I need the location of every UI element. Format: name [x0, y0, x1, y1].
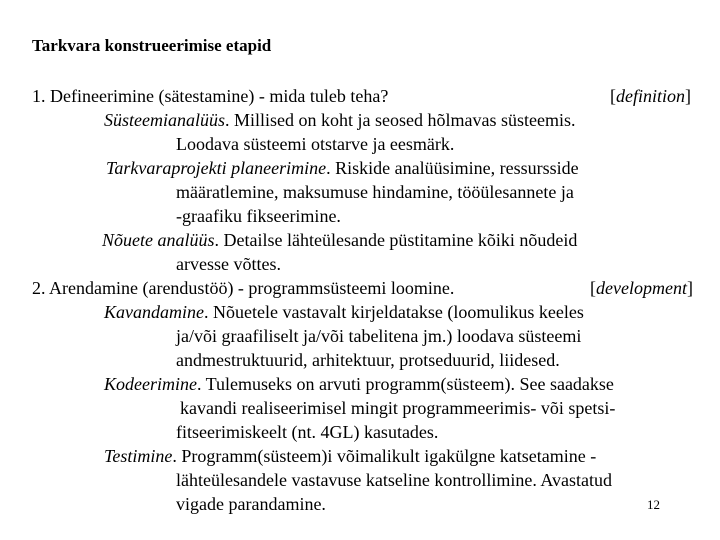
item-design-line-3: andmestruktuurid, arhitektuur, protseduurid, liidesed.: [176, 350, 560, 370]
section-2-tag: [590, 276, 693, 300]
item-requirements-analysis-line-2: arvesse võttes.: [176, 254, 281, 274]
item-text: . Programm(süsteem)i võimalikult igakülgne katsetamine -: [172, 446, 597, 466]
item-testing-line-1: [104, 444, 596, 468]
item-design-line-1: [104, 300, 584, 324]
item-coding-line-1: [104, 372, 614, 396]
item-term: Kavandamine: [104, 302, 204, 322]
item-project-planning-line-3: -graafiku fikseerimine.: [176, 206, 341, 226]
item-system-analysis-line-2: Loodava süsteemi otstarve ja eesmärk.: [176, 134, 455, 154]
item-text: . Detailse lähteülesande püstitamine kõiki nõudeid: [214, 230, 578, 250]
tag-word: definition: [616, 86, 685, 106]
tag-open-bracket: [: [590, 278, 596, 298]
item-design-line-2: ja/või graafiliselt ja/või tabelitena jm.) loodava süsteemi: [176, 326, 582, 346]
tag-open-bracket: [: [610, 86, 616, 106]
slide-title: Tarkvara konstrueerimise etapid: [32, 36, 272, 55]
item-text: . Tulemuseks on arvuti programm(süsteem). See saadakse: [196, 374, 614, 394]
tag-word: development: [596, 278, 687, 298]
item-requirements-analysis-line-1: [102, 228, 577, 252]
tag-close-bracket: ]: [686, 278, 693, 298]
tag-close-bracket: ]: [685, 86, 691, 106]
item-coding-line-2: kavandi realiseerimisel mingit programmeerimis- või spetsi-: [180, 398, 616, 418]
item-system-analysis-line-1: [104, 108, 575, 132]
item-testing-line-3: vigade parandamine.: [176, 494, 326, 514]
item-coding-line-3: fitseerimiskeelt (nt. 4GL) kasutades.: [176, 422, 439, 442]
item-term: Testimine: [104, 446, 173, 466]
item-text: . Nõuetele vastavalt kirjeldatakse (loomulikus keeles: [203, 302, 584, 322]
item-term: Tarkvaraprojekti planeerimine: [106, 158, 327, 178]
item-term: Süsteemianalüüs: [104, 110, 225, 130]
section-1-tag: [610, 84, 691, 108]
section-2-heading: 2. Arendamine (arendustöö) - programmsüsteemi loomine.: [32, 278, 455, 298]
item-testing-line-2: lähteülesandele vastavuse katseline kontrollimine. Avastatud: [176, 470, 613, 490]
section-1-heading: 1. Defineerimine (sätestamine) - mida tuleb teha?: [32, 86, 389, 106]
item-project-planning-line-1: [106, 156, 579, 180]
item-term: Nõuete analüüs: [102, 230, 215, 250]
item-term: Kodeerimine: [104, 374, 197, 394]
item-text: . Riskide analüüsimine, ressursside: [326, 158, 579, 178]
page-number: 12: [647, 497, 660, 512]
item-text: . Millised on koht ja seosed hõlmavas süsteemis.: [225, 110, 576, 130]
item-project-planning-line-2: määratlemine, maksumuse hindamine, tööülesannete ja: [176, 182, 574, 202]
